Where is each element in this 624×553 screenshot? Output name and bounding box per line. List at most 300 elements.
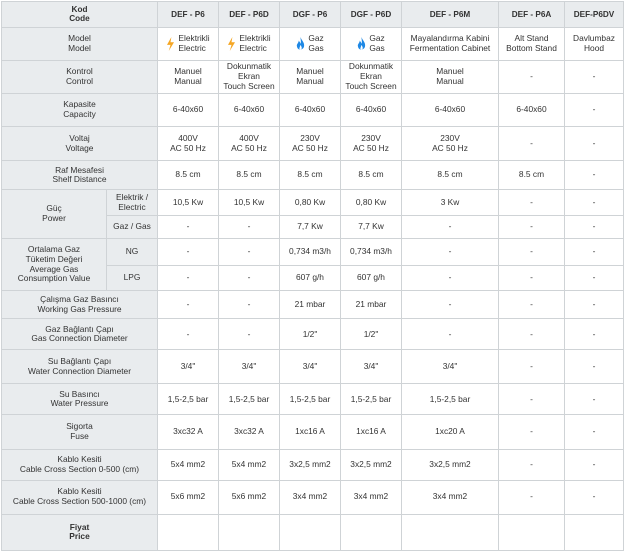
cell-line: 3/4"	[302, 361, 318, 372]
value-cell: 0,80 Kw	[280, 190, 341, 216]
cell-line: 1,5-2,5 bar	[228, 393, 270, 404]
cell-line: 3x4 mm2	[353, 491, 389, 502]
cell-line: -	[247, 299, 251, 310]
row-label	[2, 94, 158, 127]
value-cell	[565, 94, 624, 127]
cell-line: 1,5-2,5 bar	[167, 393, 209, 404]
cell-line: Water Pressure	[50, 398, 109, 409]
cell-line: 6-40x60	[233, 104, 265, 115]
value-cell: 10,5 Kw	[158, 190, 219, 216]
row-label	[2, 350, 158, 384]
row-basinc	[2, 291, 624, 319]
row-label	[2, 319, 158, 350]
value-cell	[219, 27, 280, 60]
value-cell	[565, 291, 624, 319]
cell-line: Gaz	[369, 33, 385, 44]
cell-line: Consumption Value	[17, 273, 91, 284]
cell-line: AC 50 Hz	[432, 142, 468, 153]
cell-line: -	[530, 71, 533, 82]
cell-line: Average Gas	[29, 263, 79, 274]
cell-line: 1/2"	[302, 328, 318, 339]
cell-line: -	[448, 299, 452, 310]
cell-line: 8.5 cm	[175, 169, 201, 180]
cell-line: Manual	[436, 75, 464, 86]
row-sucap	[2, 350, 624, 384]
cell-line: Çalışma Gaz Basıncı	[40, 294, 119, 305]
value-cell	[219, 514, 280, 550]
cell-line: AC 50 Hz	[292, 142, 328, 153]
row-tuketim-sub1	[2, 238, 624, 265]
row-subasinc	[2, 384, 624, 415]
cell-line: 5x6 mm2	[231, 491, 267, 502]
value-cell	[402, 384, 499, 415]
cell-line: Cable Cross Section 0-500 (cm)	[19, 463, 140, 474]
value-cell	[565, 60, 624, 93]
value-cell	[499, 94, 565, 127]
row-label	[2, 127, 158, 161]
value-cell	[402, 60, 499, 93]
value-cell: -	[565, 238, 624, 265]
cell-line: Mayalandırma Kabini	[410, 33, 490, 44]
cell-line: Hood	[583, 42, 605, 53]
cell-line: -	[186, 328, 190, 339]
cell-line: 1,5-2,5 bar	[350, 393, 392, 404]
cell-line: 8.5 cm	[236, 169, 262, 180]
value-cell	[219, 161, 280, 190]
cell-line: -	[592, 71, 596, 82]
cell-line: Ekran	[238, 71, 260, 82]
value-cell: 0,734 m3/h	[341, 238, 402, 265]
cell-line: 1xc16 A	[295, 426, 325, 437]
value-cell	[280, 127, 341, 161]
row-label	[2, 27, 158, 60]
value-cell	[158, 60, 219, 93]
row-kapasite	[2, 94, 624, 127]
row-raf	[2, 161, 624, 190]
cell-line: Elektrikli	[178, 33, 210, 44]
cell-line: Alt Stand	[514, 33, 549, 44]
value-cell	[219, 384, 280, 415]
cell-line: Ekran	[360, 71, 382, 82]
cell-line: Gaz	[308, 33, 324, 44]
column-header: DEF - P6	[158, 2, 219, 28]
value-cell	[219, 350, 280, 384]
cell-line: -	[530, 426, 533, 437]
header-row	[2, 2, 624, 28]
value-cell	[158, 384, 219, 415]
cell-line: -	[530, 137, 533, 148]
cell-line: 5x4 mm2	[170, 458, 206, 469]
value-cell	[219, 291, 280, 319]
value-cell	[499, 161, 565, 190]
cell-line: Raf Mesafesi	[55, 164, 104, 175]
row-kontrol	[2, 60, 624, 93]
cell-line: Electric	[178, 42, 206, 53]
cell-line: -	[530, 299, 533, 310]
value-cell	[219, 94, 280, 127]
row-gazcap	[2, 319, 624, 350]
value-cell	[158, 127, 219, 161]
cell-line: 5x4 mm2	[231, 458, 267, 469]
value-cell	[158, 27, 219, 60]
cell-line: NG	[125, 245, 139, 256]
cell-line: Gaz Bağlantı Çapı	[45, 323, 114, 334]
cell-line: -	[530, 361, 533, 372]
column-header: DEF - P6M	[402, 2, 499, 28]
value-cell	[402, 27, 499, 60]
cell-line: -	[530, 328, 533, 339]
column-header: DEF-P6DV	[565, 2, 624, 28]
flame-icon	[357, 37, 366, 51]
value-cell	[341, 161, 402, 190]
value-cell	[158, 514, 219, 550]
row-voltaj	[2, 127, 624, 161]
value-cell	[219, 127, 280, 161]
cell-line: -	[530, 491, 533, 502]
cell-line: 1xc20 A	[435, 426, 465, 437]
cell-line: Working Gas Pressure	[37, 303, 122, 314]
value-cell	[402, 449, 499, 480]
value-cell: -	[402, 265, 499, 291]
cell-line: -	[592, 328, 596, 339]
value-cell: -	[158, 238, 219, 265]
cell-line: Gas	[308, 42, 324, 53]
value-cell	[499, 449, 565, 480]
value-cell	[499, 514, 565, 550]
value-cell: -	[499, 215, 565, 238]
cell-line: Model	[68, 42, 91, 53]
cell-line: 3x2,5 mm2	[429, 458, 471, 469]
value-cell: -	[219, 215, 280, 238]
value-cell	[280, 384, 341, 415]
cell-line: Fuse	[70, 431, 89, 442]
value-cell	[341, 94, 402, 127]
value-cell	[402, 94, 499, 127]
value-cell	[565, 415, 624, 449]
cell-line: 400V	[178, 132, 198, 143]
cell-line: -	[592, 426, 596, 437]
value-cell	[341, 449, 402, 480]
value-cell	[402, 319, 499, 350]
value-cell: 0,734 m3/h	[280, 238, 341, 265]
cell-line: 230V	[361, 132, 381, 143]
value-cell	[499, 350, 565, 384]
value-cell: -	[158, 265, 219, 291]
cell-line: 21 mbar	[294, 299, 326, 310]
cell-line: AC 50 Hz	[353, 142, 389, 153]
cell-line: Ortalama Gaz	[27, 244, 81, 255]
cell-line: Dokunmatik	[348, 61, 394, 72]
value-cell	[341, 415, 402, 449]
cell-line: Su Bağlantı Çapı	[47, 356, 112, 367]
cell-line: 3x2,5 mm2	[350, 458, 392, 469]
cell-line: 3x4 mm2	[292, 491, 328, 502]
value-cell	[499, 319, 565, 350]
cell-line: Kablo Kesiti	[57, 486, 102, 497]
cell-line: Gas	[369, 42, 385, 53]
cell-line: -	[592, 458, 596, 469]
value-cell: -	[219, 238, 280, 265]
value-cell	[280, 27, 341, 60]
value-cell	[402, 514, 499, 550]
value-cell	[280, 291, 341, 319]
cell-line: Gas Connection Diameter	[31, 333, 128, 344]
cell-line: 21 mbar	[355, 299, 387, 310]
value-cell	[341, 27, 402, 60]
value-cell	[219, 415, 280, 449]
cell-line: Electric	[239, 42, 267, 53]
cell-line: Fiyat	[69, 521, 90, 532]
column-header: DGF - P6	[280, 2, 341, 28]
value-cell	[158, 94, 219, 127]
cell-line: 3/4"	[363, 361, 379, 372]
cell-line: -	[592, 393, 596, 404]
sub-label	[107, 238, 158, 265]
column-header: DGF - P6D	[341, 2, 402, 28]
value-cell	[280, 161, 341, 190]
value-cell	[341, 480, 402, 514]
value-cell	[499, 27, 565, 60]
value-cell: -	[158, 215, 219, 238]
value-cell	[280, 60, 341, 93]
cell-line: 3/4"	[442, 361, 458, 372]
value-cell	[341, 514, 402, 550]
row-label	[2, 291, 158, 319]
value-cell	[280, 350, 341, 384]
sub-label	[107, 190, 158, 216]
flame-icon	[296, 37, 305, 51]
cell-line: Code	[69, 14, 90, 24]
cell-line: Price	[69, 531, 90, 542]
value-cell	[280, 94, 341, 127]
cell-line: 230V	[300, 132, 320, 143]
row-label	[2, 161, 158, 190]
cell-line: 8.5 cm	[518, 169, 545, 180]
value-cell	[341, 291, 402, 319]
value-cell	[565, 161, 624, 190]
lightning-icon	[166, 37, 175, 51]
value-cell	[499, 291, 565, 319]
cell-line: AC 50 Hz	[231, 142, 267, 153]
value-cell	[341, 127, 402, 161]
cell-line: Kontrol	[66, 66, 93, 77]
cell-line: Su Basıncı	[59, 388, 100, 399]
sub-label	[107, 265, 158, 291]
value-cell: -	[565, 190, 624, 216]
row-label	[2, 238, 107, 291]
value-cell	[280, 449, 341, 480]
cell-line: -	[592, 361, 596, 372]
cell-line: -	[530, 393, 533, 404]
cell-line: Voltaj	[69, 132, 90, 143]
cell-line: -	[448, 328, 452, 339]
row-label	[2, 415, 158, 449]
row-kablo2	[2, 480, 624, 514]
sub-label	[107, 215, 158, 238]
value-cell	[499, 60, 565, 93]
value-cell	[565, 27, 624, 60]
cell-line: Manual	[174, 75, 202, 86]
cell-line: Kapasite	[63, 99, 96, 110]
cell-line: Water Connection Diameter	[27, 365, 132, 376]
cell-line: 1/2"	[363, 328, 379, 339]
cell-line: Voltage	[65, 142, 94, 153]
value-cell	[158, 319, 219, 350]
spec-table	[1, 1, 624, 551]
value-cell	[158, 291, 219, 319]
cell-line: Touch Screen	[223, 80, 275, 91]
value-cell	[565, 350, 624, 384]
cell-line: Kablo Kesiti	[57, 453, 102, 464]
cell-line: Davlumbaz	[573, 33, 615, 44]
value-cell	[158, 449, 219, 480]
value-cell	[158, 161, 219, 190]
cell-line: 6-40x60	[516, 104, 547, 115]
cell-line: Manual	[296, 75, 324, 86]
value-cell: 607 g/h	[341, 265, 402, 291]
cell-line: -	[592, 491, 596, 502]
cell-line: 3/4"	[180, 361, 196, 372]
value-cell: 10,5 Kw	[219, 190, 280, 216]
cell-line: Dokunmatik	[226, 61, 272, 72]
value-cell: 7,7 Kw	[341, 215, 402, 238]
row-label	[2, 60, 158, 93]
value-cell: -	[499, 190, 565, 216]
cell-line: 3xc32 A	[234, 426, 264, 437]
value-cell	[565, 514, 624, 550]
cell-line: Tüketim Değeri	[25, 253, 83, 264]
cell-line: -	[530, 458, 533, 469]
value-cell	[341, 350, 402, 384]
value-cell: 3 Kw	[402, 190, 499, 216]
value-cell: 607 g/h	[280, 265, 341, 291]
cell-line: Capacity	[63, 109, 96, 120]
value-cell	[219, 60, 280, 93]
value-cell: -	[565, 265, 624, 291]
value-cell	[341, 384, 402, 415]
cell-line: 8.5 cm	[297, 169, 323, 180]
cell-line: Manuel	[296, 66, 324, 77]
cell-line: -	[592, 299, 596, 310]
value-cell	[565, 384, 624, 415]
value-cell	[402, 161, 499, 190]
cell-line: Kod	[71, 5, 88, 14]
value-cell	[158, 415, 219, 449]
cell-line: AC 50 Hz	[170, 142, 206, 153]
value-cell	[565, 319, 624, 350]
value-cell	[280, 480, 341, 514]
cell-line: Gaz / Gas	[113, 221, 151, 231]
value-cell	[499, 127, 565, 161]
cell-line: Sigorta	[66, 421, 93, 432]
cell-line: Power	[42, 212, 66, 223]
cell-line: -	[592, 169, 596, 180]
cell-line: Bottom Stand	[506, 42, 557, 53]
value-cell: 0,80 Kw	[341, 190, 402, 216]
row-label	[2, 480, 158, 514]
row-label	[2, 449, 158, 480]
lightning-icon	[227, 37, 236, 51]
value-cell	[158, 480, 219, 514]
cell-line: 6-40x60	[172, 104, 204, 115]
column-header: DEF - P6A	[499, 2, 565, 28]
value-cell	[219, 449, 280, 480]
value-cell	[280, 319, 341, 350]
cell-line: Cable Cross Section 500-1000 (cm)	[12, 496, 147, 507]
cell-line: Shelf Distance	[52, 174, 107, 185]
cell-line: -	[247, 328, 251, 339]
cell-line: 3x4 mm2	[432, 491, 468, 502]
cell-line: 1,5-2,5 bar	[429, 393, 471, 404]
cell-line: 3/4"	[241, 361, 257, 372]
cell-line: 6-40x60	[294, 104, 326, 115]
cell-line: Control	[66, 75, 93, 86]
corner-header	[2, 2, 158, 28]
column-header: DEF - P6D	[219, 2, 280, 28]
value-cell	[565, 127, 624, 161]
cell-line: Touch Screen	[345, 80, 397, 91]
cell-line: 8.5 cm	[358, 169, 384, 180]
value-cell	[402, 127, 499, 161]
cell-line: 3x2,5 mm2	[289, 458, 331, 469]
value-cell: -	[565, 215, 624, 238]
row-label	[2, 190, 107, 239]
cell-line: 6-40x60	[434, 104, 466, 115]
value-cell	[565, 480, 624, 514]
cell-line: 5x6 mm2	[170, 491, 206, 502]
cell-line: 3xc32 A	[173, 426, 203, 437]
value-cell: -	[402, 215, 499, 238]
cell-line: Manuel	[174, 66, 202, 77]
value-cell	[402, 480, 499, 514]
row-fiyat	[2, 514, 624, 550]
value-cell: -	[499, 238, 565, 265]
cell-line: Electric	[118, 201, 146, 212]
cell-line: 400V	[239, 132, 259, 143]
value-cell	[280, 415, 341, 449]
cell-line: Elektrikli	[239, 33, 271, 44]
cell-line: Manuel	[436, 66, 464, 77]
cell-line: -	[592, 104, 596, 115]
value-cell	[402, 350, 499, 384]
value-cell	[499, 480, 565, 514]
value-cell	[280, 514, 341, 550]
value-cell	[219, 319, 280, 350]
row-model	[2, 27, 624, 60]
cell-line: Model	[68, 33, 91, 44]
cell-line: Fermentation Cabinet	[409, 42, 491, 53]
value-cell	[219, 480, 280, 514]
value-cell: -	[402, 238, 499, 265]
row-label	[2, 384, 158, 415]
value-cell	[565, 449, 624, 480]
value-cell: -	[219, 265, 280, 291]
value-cell: -	[499, 265, 565, 291]
value-cell	[158, 350, 219, 384]
row-guc-sub1	[2, 190, 624, 216]
value-cell: 7,7 Kw	[280, 215, 341, 238]
row-kablo1	[2, 449, 624, 480]
cell-line: Güç	[46, 203, 62, 214]
cell-line: 1,5-2,5 bar	[289, 393, 331, 404]
row-sigorta	[2, 415, 624, 449]
cell-line: 1xc16 A	[356, 426, 386, 437]
row-label	[2, 514, 158, 550]
cell-line: LPG	[123, 272, 141, 283]
cell-line: -	[186, 299, 190, 310]
cell-line: 6-40x60	[355, 104, 387, 115]
value-cell	[499, 384, 565, 415]
